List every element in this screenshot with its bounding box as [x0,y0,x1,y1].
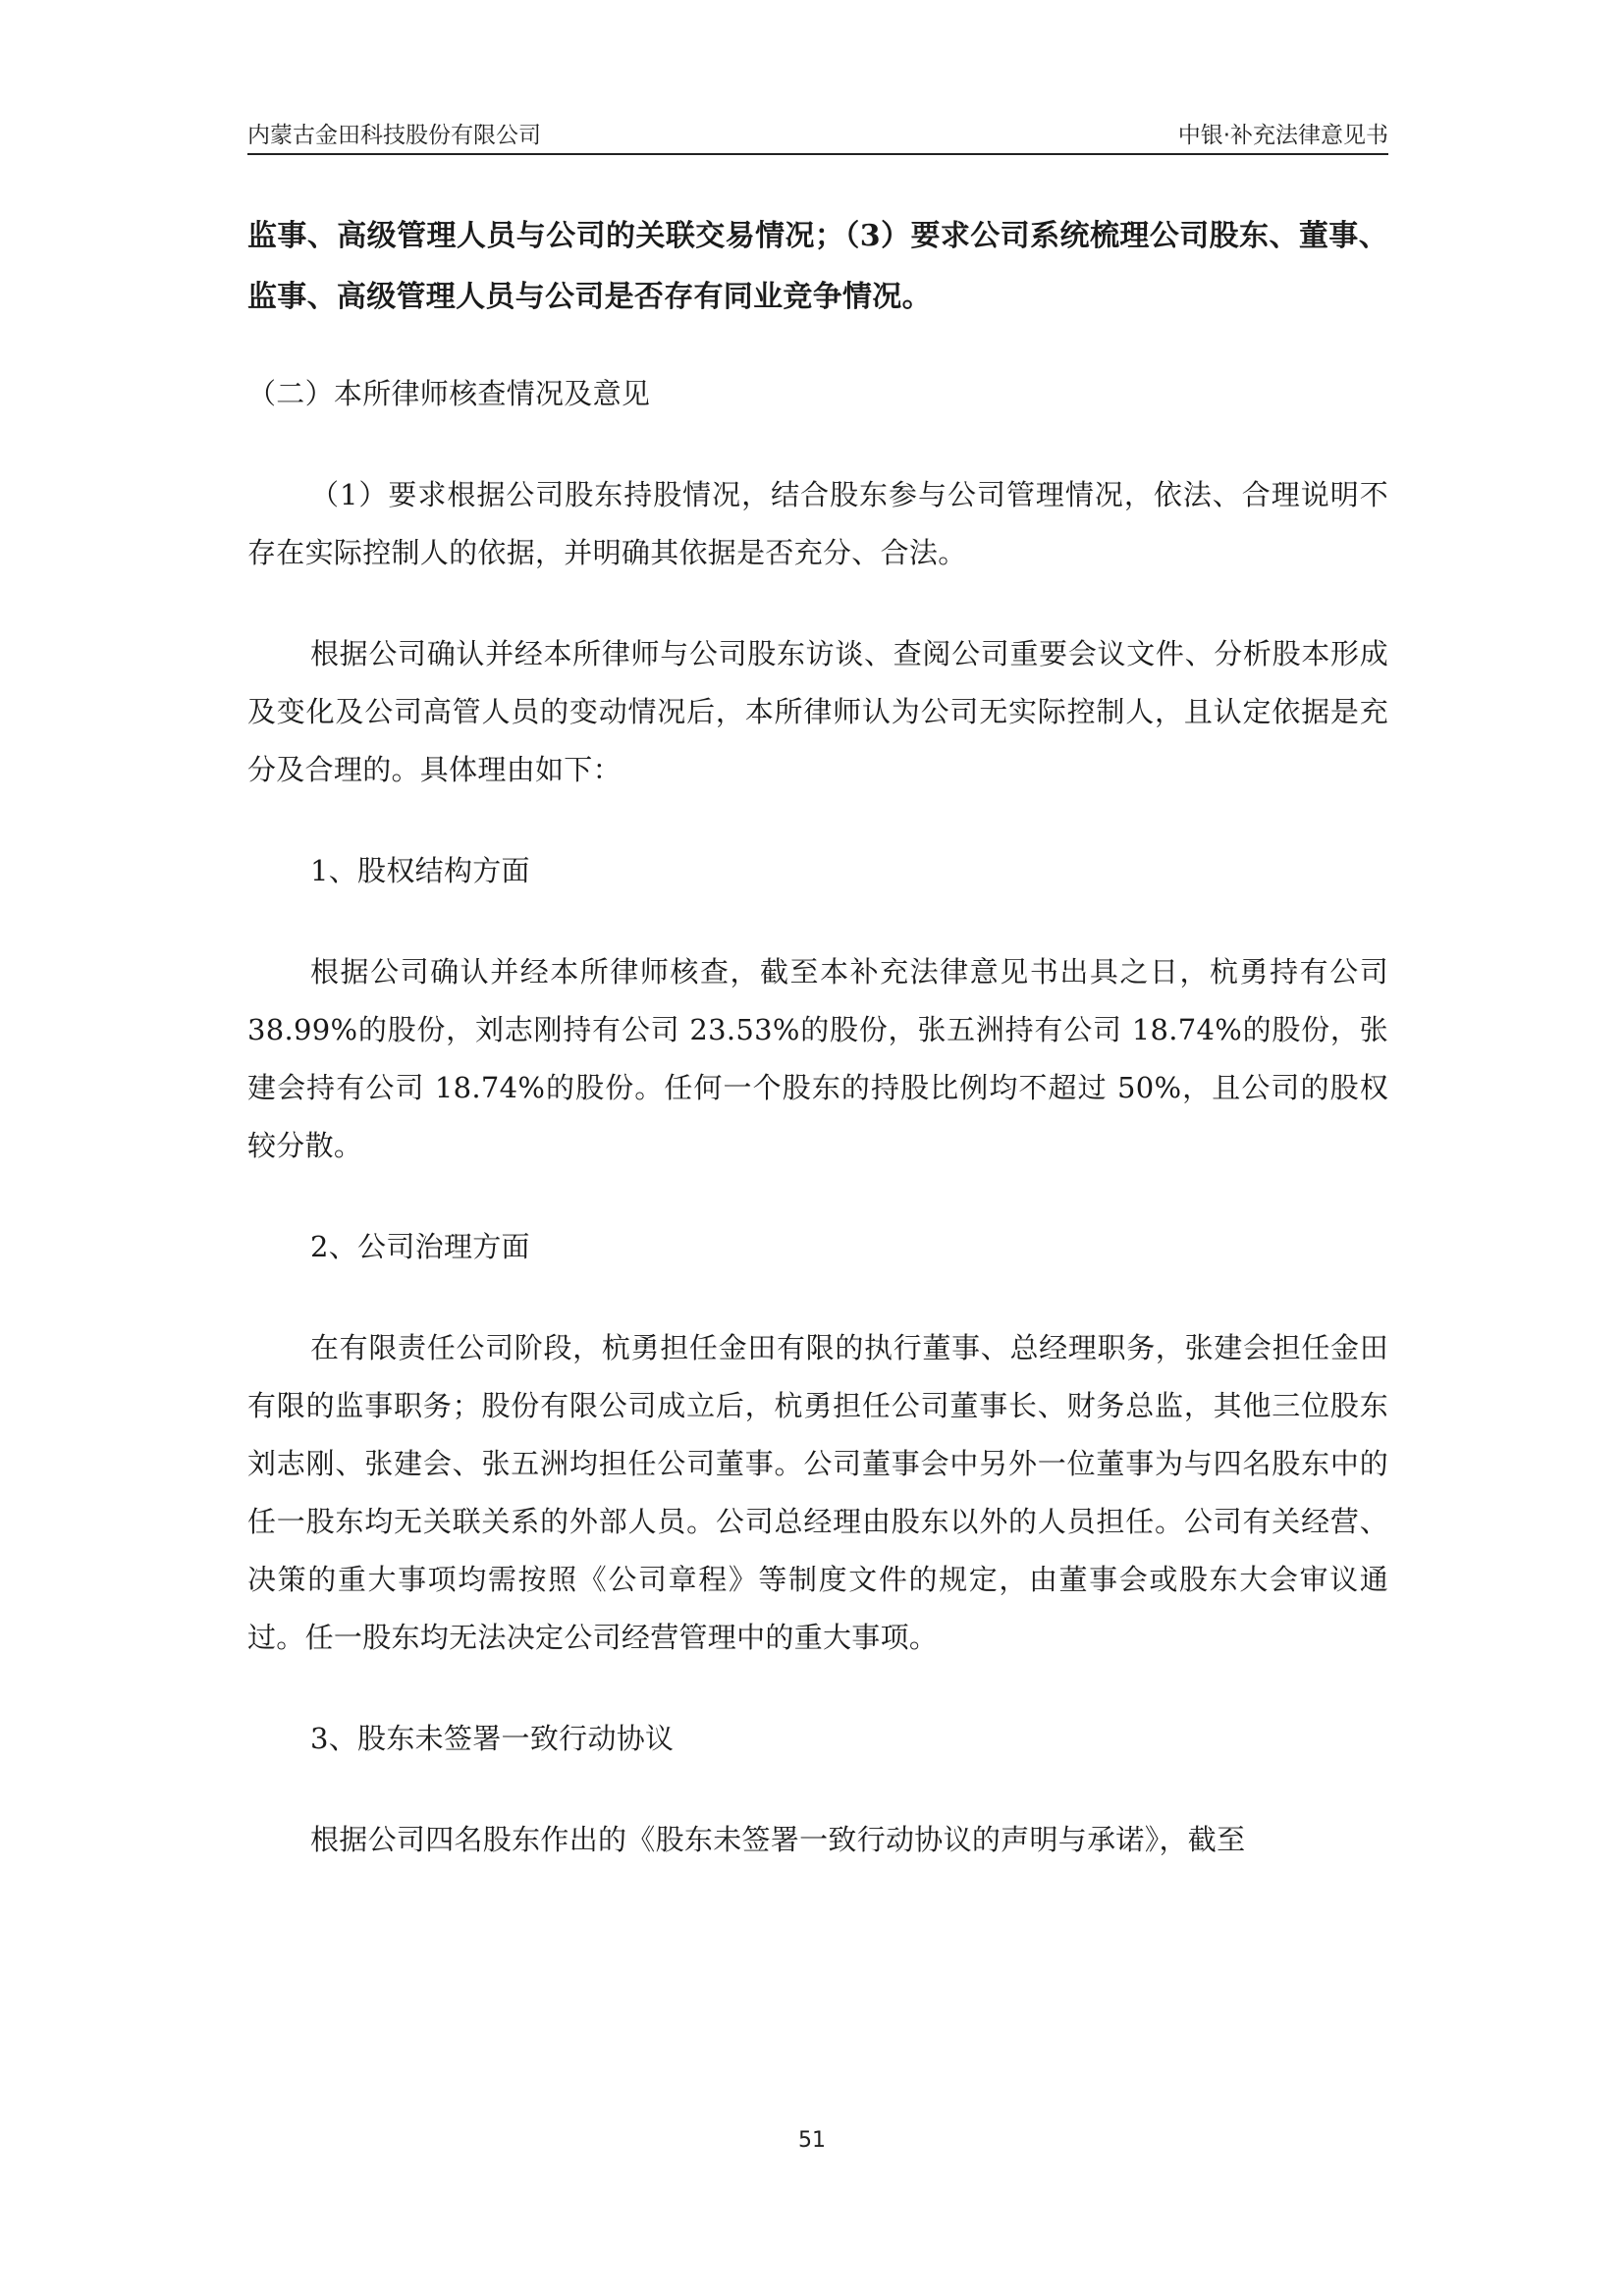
subheading-equity-structure: 1、股权结构方面 [310,854,530,887]
header-document-title: 中银·补充法律意见书 [1177,123,1388,148]
paragraph-question-1: （1）要求根据公司股东持股情况，结合股东参与公司管理情况，依法、合理说明不存在实际控制人的依据，并明确其依据是否充分、合法。 [247,478,1388,569]
paragraph-related-transactions-competition: 监事、高级管理人员与公司的关联交易情况；（3）要求公司系统梳理公司股东、董事、监事、高级管理人员与公司是否存有同业竞争情况。 [247,219,1388,314]
paragraph-conclusion: 根据公司确认并经本所律师与公司股东访谈、查阅公司重要会议文件、分析股本形成及变化及公司高管人员的变动情况后，本所律师认为公司无实际控制人，且认定依据是充分及合理的。具体理由如下： [247,637,1388,786]
document-body [247,206,1388,1869]
header-company-name: 内蒙古金田科技股份有限公司 [247,123,541,148]
paragraph-concert-statement: 根据公司四名股东作出的《股东未签署一致行动协议的声明与承诺》，截至 [310,1823,1246,1856]
page-number: 51 [798,2128,826,2153]
section-heading-verification: （二）本所律师核查情况及意见 [247,377,651,410]
subheading-no-concert-agreement: 3、股东未签署一致行动协议 [310,1722,675,1755]
page-header [247,110,1388,155]
subheading-corporate-governance: 2、公司治理方面 [310,1230,530,1263]
paragraph-shareholding: 根据公司确认并经本所律师核查，截至本补充法律意见书出具之日，杭勇持有公司 38.99%的股份，刘志刚持有公司 23.53%的股份，张五洲持有公司 18.74%的股份，张建会持有公司 18.74%的股份。任何一个股东的持股比例均不超过 50%，且公司的股权较分散。 [247,955,1388,1162]
paragraph-governance: 在有限责任公司阶段，杭勇担任金田有限的执行董事、总经理职务，张建会担任金田有限的监事职务；股份有限公司成立后，杭勇担任公司董事长、财务总监，其他三位股东刘志刚、张建会、张五洲均担任公司董事。公司董事会中另外一位董事为与四名股东中的任一股东均无关联关系的外部人员。公司总经理由股东以外的人员担任。公司有关经营、决策的重大事项均需按照《公司章程》等制度文件的规定，由董事会或股东大会审议通过。任一股东均无法决定公司经营管理中的重大事项。 [247,1331,1388,1654]
